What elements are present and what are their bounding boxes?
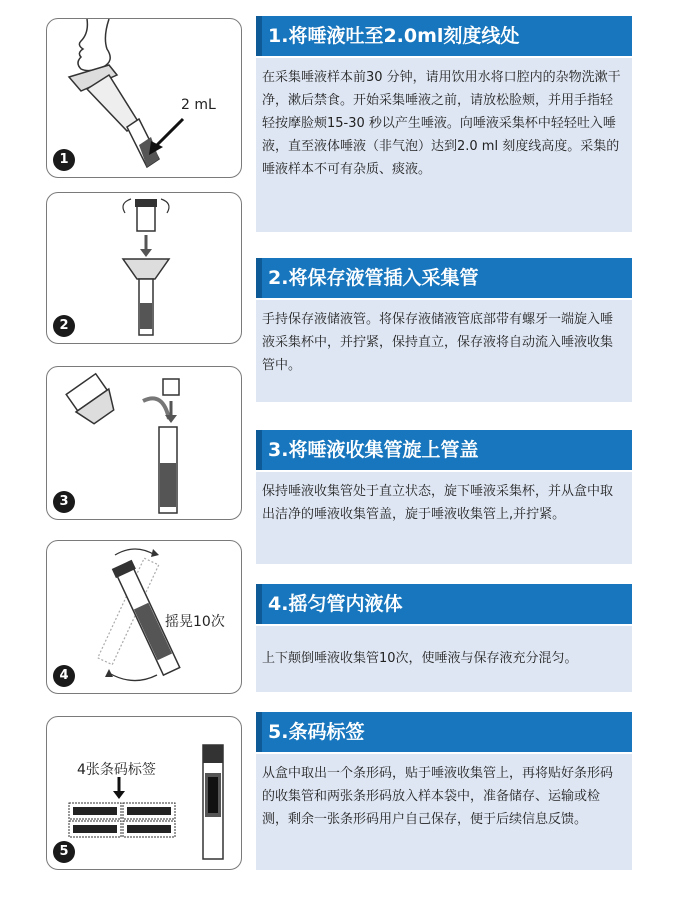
step-number-badge: 4 [53,665,75,687]
cap-tube-icon [47,367,242,520]
step4-title: 4.摇匀管内液体 [256,584,632,624]
step2-title: 2.将保存液管插入采集管 [256,258,632,298]
step-number-badge: 3 [53,491,75,513]
step1-illustration [46,18,242,178]
barcode-label-icon [47,717,242,870]
step3-title: 3.将唾液收集管旋上管盖 [256,430,632,470]
step1-text: 在采集唾液样本前30 分钟，请用饮用水将口腔内的杂物洗漱干净，漱后禁食。开始采集唾液之前，请放松脸颊，并用手指轻轻按摩脸颊15-30 秒以产生唾液。向唾液采集杯中轻轻吐入唾液，直至液体唾液（非气泡）达到2.0 ml 刻度线高度。采集的唾液样本不可有杂质、痰液。 [256,58,632,232]
step2-illustration [46,192,242,344]
step2-text: 手持保存液储液管。将保存液储液管底部带有螺牙一端旋入唾液采集杯中，并拧紧，保持直立，保存液将自动流入唾液收集管中。 [256,300,632,402]
step4-illustration [46,540,242,694]
step4-text: 上下颠倒唾液收集管10次，使唾液与保存液充分混匀。 [256,626,632,692]
step3-illustration [46,366,242,520]
step-number-badge: 2 [53,315,75,337]
step3-text: 保持唾液收集管处于直立状态，旋下唾液采集杯，并从盒中取出洁净的唾液收集管盖，旋于唾液收集管上,并拧紧。 [256,472,632,564]
volume-label: 2 mL [181,97,216,113]
step1-title: 1.将唾液吐至2.0ml刻度线处 [256,16,632,56]
step5-title: 5.条码标签 [256,712,632,752]
step-number-badge: 1 [53,149,75,171]
shake-label: 摇晃10次 [165,614,225,630]
step-number-badge: 5 [53,841,75,863]
barcode-count-label: 4张条码标签 [77,762,156,778]
step5-text: 从盒中取出一个条形码，贴于唾液收集管上，再将贴好条形码的收集管和两张条形码放入样本袋中，准备储存、运输或检测，剩余一张条形码用户自己保存，便于后续信息反馈。 [256,754,632,870]
step5-illustration [46,716,242,870]
insert-tube-icon [47,193,242,344]
